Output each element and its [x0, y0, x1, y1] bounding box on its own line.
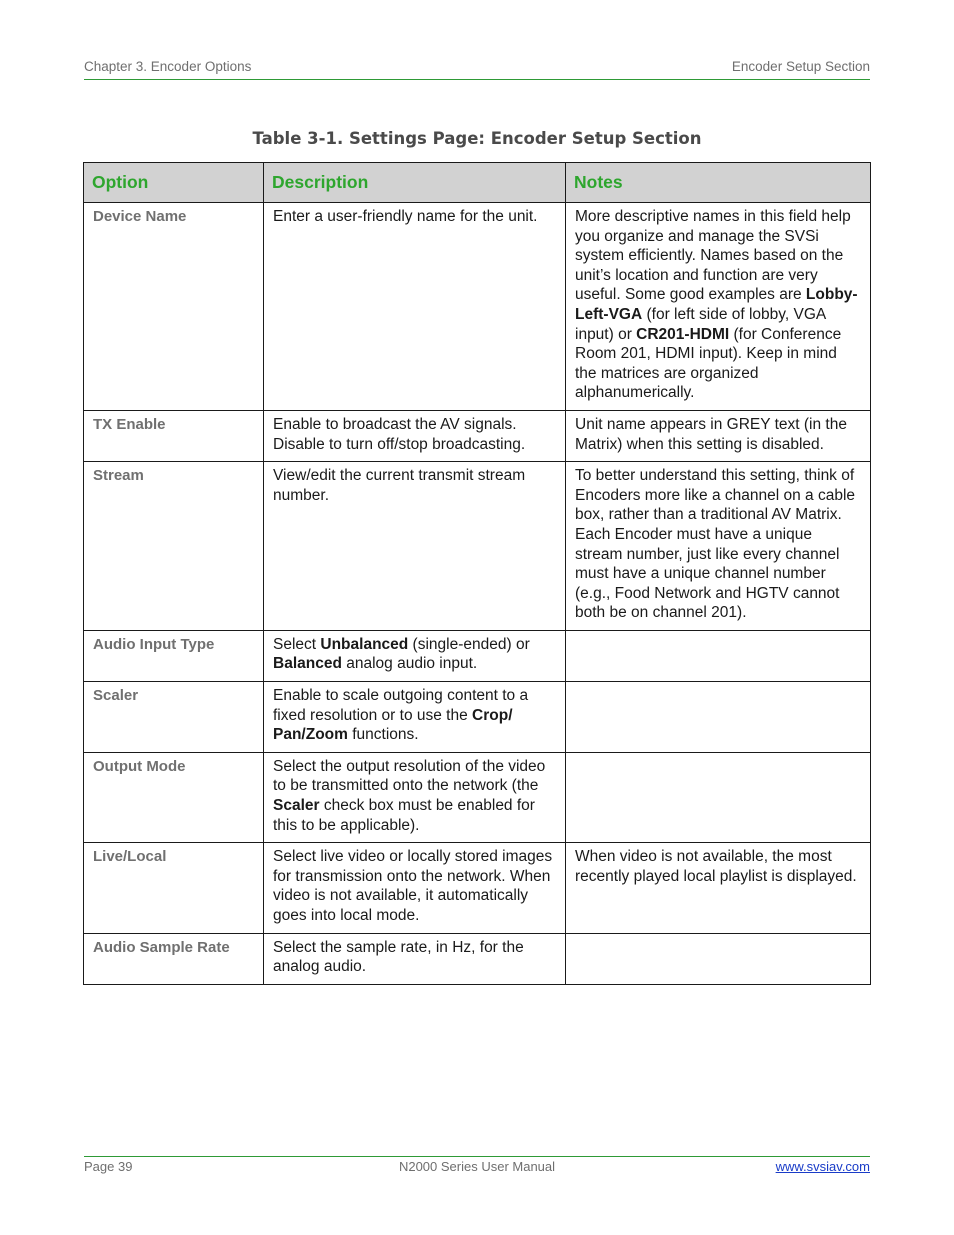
manual-title: N2000 Series User Manual — [398, 1159, 556, 1174]
running-header — [84, 59, 870, 80]
notes-cell: More descriptive names in this field help you organize and manage the SVSi system efficiently. Names based on the unit’s location and function are very useful. Some good examples are Lobby-Left-VGA (for left side of lobby, VGA input) or CR201-HDMI (for Conference Room 201, HDMI input). Keep in mind the matrices are organized alphanumerically. — [566, 203, 871, 411]
option-cell: Scaler — [84, 682, 264, 753]
table-row — [84, 933, 871, 984]
description-cell: Select the output resolution of the video to be transmitted onto the network (the Scaler check box must be enabled for this to be applicable). — [264, 752, 566, 842]
table-row — [84, 630, 871, 681]
chapter-title: Chapter 3. Encoder Options — [84, 59, 252, 74]
column-header-option: Option — [84, 163, 264, 203]
table-row — [84, 752, 871, 842]
option-cell: Stream — [84, 462, 264, 631]
notes-cell: Unit name appears in GREY text (in the Matrix) when this setting is disabled. — [566, 410, 871, 461]
option-cell: Device Name — [84, 203, 264, 411]
table-row — [84, 203, 871, 411]
notes-cell — [566, 682, 871, 753]
notes-cell: To better understand this setting, think of Encoders more like a channel on a cable box, rather than a traditional AV Matrix. Each Encoder must have a unique stream number, just like every channel must have a unique channel number (e.g., Food Network and HGTV cannot both be on channel 201). — [566, 462, 871, 631]
page-footer — [84, 1156, 870, 1174]
description-cell: View/edit the current transmit stream number. — [264, 462, 566, 631]
settings-table — [83, 162, 871, 985]
table-row — [84, 462, 871, 631]
option-cell: Audio Sample Rate — [84, 933, 264, 984]
description-cell: Enable to scale outgoing content to a fixed resolution or to use the Crop/ Pan/Zoom functions. — [264, 682, 566, 753]
table-header-row — [84, 163, 871, 203]
description-cell: Enter a user-friendly name for the unit. — [264, 203, 566, 411]
description-cell: Select live video or locally stored images for transmission onto the network. When video is not available, it automatically goes into local mode. — [264, 843, 566, 933]
table-row — [84, 682, 871, 753]
table-row — [84, 843, 871, 933]
option-cell: Output Mode — [84, 752, 264, 842]
description-cell: Select Unbalanced (single-ended) or Balanced analog audio input. — [264, 630, 566, 681]
table-caption: Table 3-1. Settings Page: Encoder Setup Section — [252, 129, 702, 148]
column-header-notes: Notes — [566, 163, 871, 203]
option-cell: TX Enable — [84, 410, 264, 461]
website-link[interactable]: www.svsiav.com — [775, 1159, 870, 1174]
option-cell: Audio Input Type — [84, 630, 264, 681]
description-cell: Enable to broadcast the AV signals. Disable to turn off/stop broadcasting. — [264, 410, 566, 461]
column-header-description: Description — [264, 163, 566, 203]
notes-cell: When video is not available, the most recently played local playlist is displayed. — [566, 843, 871, 933]
option-cell: Live/Local — [84, 843, 264, 933]
description-cell: Select the sample rate, in Hz, for the analog audio. — [264, 933, 566, 984]
notes-cell — [566, 933, 871, 984]
notes-cell — [566, 630, 871, 681]
table-row — [84, 410, 871, 461]
section-title: Encoder Setup Section — [731, 59, 870, 74]
page-number: Page 39 — [84, 1159, 133, 1174]
notes-cell — [566, 752, 871, 842]
